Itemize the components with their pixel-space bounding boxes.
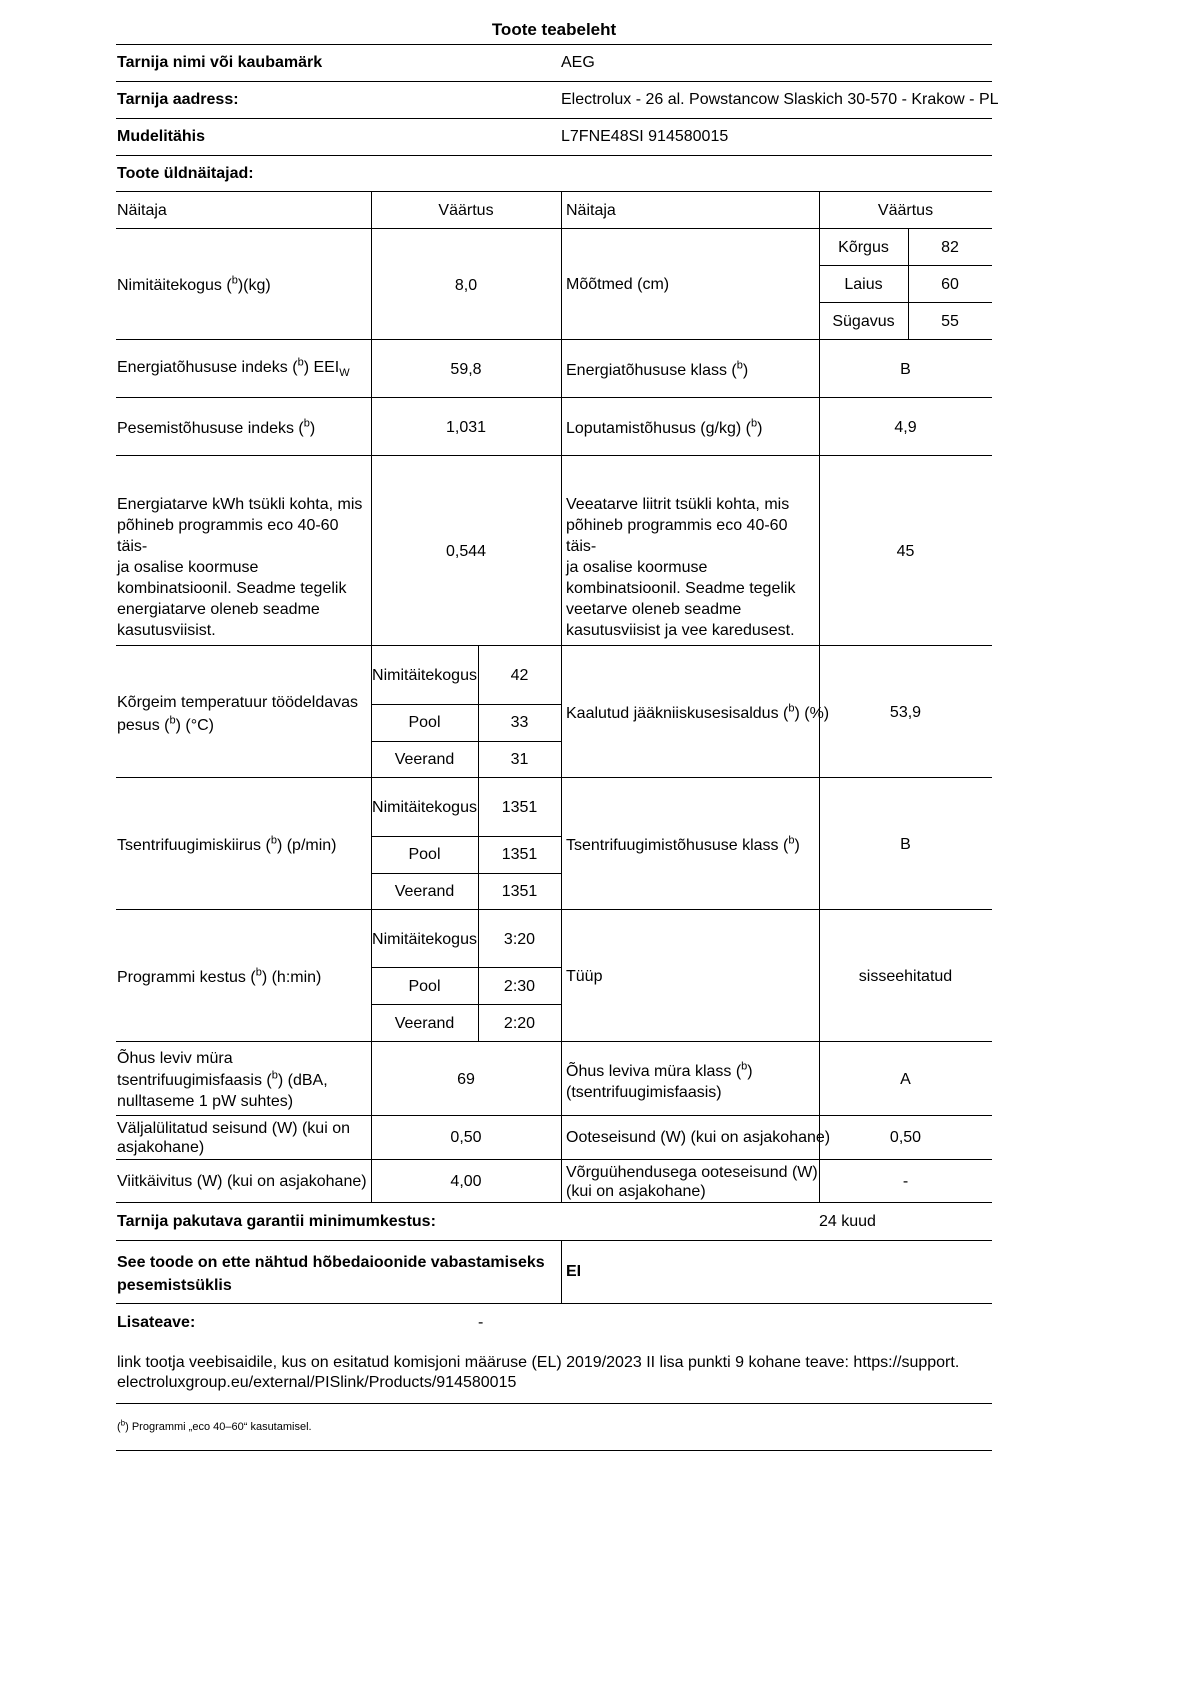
off-mode-label: Väljalülitatud seisund (W) (kui on asjakohane) <box>117 1120 350 1156</box>
type-label: Tüüp <box>566 968 603 985</box>
header-value: Väärtus <box>877 202 934 219</box>
spin-class-label: Tsentrifuugimistõhususe klass ($^b$) <box>566 834 800 854</box>
row-divider <box>116 777 992 778</box>
supplier-value: AEG <box>561 54 595 71</box>
header-param: Näitaja <box>566 202 616 219</box>
divider <box>116 155 992 156</box>
row-divider <box>116 1041 992 1042</box>
duration-value: 2:30 <box>503 978 536 995</box>
row-divider <box>116 645 992 646</box>
temp-value: 42 <box>510 667 529 684</box>
column-divider <box>561 1240 562 1303</box>
address-value: Electrolux - 26 al. Powstancow Slaskich 30-570 - Krakow - PL <box>561 91 999 108</box>
load-name: Veerand <box>394 883 455 900</box>
duration-label: Programmi kestus ($^b$) (h:min) <box>117 966 322 986</box>
general-label: Toote üldnäitajad: <box>117 165 254 182</box>
load-name: Pool <box>408 714 441 731</box>
dimension-value: 82 <box>941 239 959 256</box>
dimension-value: 55 <box>941 313 959 330</box>
model-value: L7FNE48SI 914580015 <box>561 128 729 145</box>
page-title: Toote teabeleht <box>491 20 617 39</box>
subcell-divider <box>371 836 561 837</box>
load-name: Pool <box>408 846 441 863</box>
load-name: Nimitäitekogus <box>372 931 477 948</box>
delay-start-value: 4,00 <box>450 1173 482 1190</box>
subcell-divider <box>371 967 561 968</box>
divider <box>116 1240 992 1241</box>
silver-value: EI <box>566 1263 582 1280</box>
guarantee-label: Tarnija pakutava garantii minimumkestus: <box>117 1213 436 1230</box>
spin-speed-label: Tsentrifuugimiskiirus ($^b$) (p/min) <box>117 834 337 854</box>
noise-value: 69 <box>457 1071 475 1088</box>
model-label: Mudelitähis <box>117 128 206 145</box>
subcell-divider <box>371 704 561 705</box>
divider <box>116 44 992 45</box>
duration-value: 2:20 <box>503 1015 536 1032</box>
load-name: Veerand <box>394 751 455 768</box>
energy-class-value: B <box>900 361 911 378</box>
divider <box>116 118 992 119</box>
subcell-divider <box>371 873 561 874</box>
standby-value: 0,50 <box>889 1129 922 1146</box>
row-divider <box>116 1115 992 1116</box>
spin-value: 1351 <box>501 799 538 816</box>
row-divider <box>116 455 992 456</box>
guarantee-value: 24 kuud <box>819 1213 876 1230</box>
divider <box>116 1303 992 1304</box>
load-name: Nimitäitekogus <box>372 799 477 816</box>
supplier-label: Tarnija nimi või kaubamärk <box>117 54 323 71</box>
eei-value: 59,8 <box>450 361 482 378</box>
type-value: sisseehitatud <box>858 968 953 985</box>
subcell-divider <box>371 741 561 742</box>
header-param: Näitaja <box>117 202 167 219</box>
dimension-name: Laius <box>844 276 883 293</box>
delay-start-label: Viitkäivitus (W) (kui on asjakohane) <box>117 1173 367 1190</box>
dimension-name: Sügavus <box>832 313 895 330</box>
column-divider <box>371 191 372 1202</box>
subcell-divider <box>371 1004 561 1005</box>
dimension-name: Kõrgus <box>838 239 889 256</box>
row-divider <box>116 1159 992 1160</box>
energy-class-label: Energiatõhususe klass ($^b$) <box>566 359 749 379</box>
additional-value: - <box>478 1314 484 1331</box>
dimension-value: 60 <box>941 276 959 293</box>
eei-label: Energiatõhususe indeks ($^b$) $EEI_W$ <box>117 356 350 380</box>
load-name: Veerand <box>394 1015 455 1032</box>
noise-label: Õhus leviv müra tsentrifuugimisfaasis ($^b$) (dBA, nulltaseme 1 pW suhtes) <box>117 1050 328 1110</box>
divider <box>116 81 992 82</box>
divider <box>116 1403 992 1404</box>
duration-value: 3:20 <box>503 931 536 948</box>
water-consumption-value: 45 <box>896 543 915 560</box>
spin-value: 1351 <box>501 883 538 900</box>
column-divider <box>561 191 562 1202</box>
moisture-value: 53,9 <box>889 704 922 721</box>
rinsing-label: Loputamistõhusus (g/kg) ($^b$) <box>566 417 763 437</box>
spin-class-value: B <box>900 836 911 853</box>
row-divider <box>116 339 992 340</box>
noise-class-value: A <box>900 1071 911 1088</box>
divider <box>116 191 992 192</box>
manufacturer-link-text: link tootja veebisaidile, kus on esitatud komisjoni määruse (EL) 2019/2023 II lisa punkti 9 kohane teave: https://support. electroluxgroup.eu/external/PISlink/Products/914580015 <box>117 1354 960 1391</box>
water-consumption-label: Veeatarve liitrit tsükli kohta, mis põhineb programmis eco 40-60 täis- ja osalise koormuse kombinatsioonil. Seadme tegelik veetarve oleneb seadme kasutusviisist ja vee karedusest. <box>566 496 796 639</box>
washing-index-value: 1,031 <box>445 419 487 436</box>
load-name: Pool <box>408 978 441 995</box>
rinsing-value: 4,9 <box>894 419 917 436</box>
column-divider <box>819 191 820 1202</box>
networked-standby-value: - <box>902 1173 909 1190</box>
temp-value: 31 <box>510 751 529 768</box>
off-mode-value: 0,50 <box>450 1129 482 1146</box>
washing-index-label: Pesemistõhususe indeks ($^b$) <box>117 417 316 437</box>
energy-consumption-label: Energiatarve kWh tsükli kohta, mis põhineb programmis eco 40-60 täis- ja osalise koormuse kombinatsioonil. Seadme tegelik energiatarve oleneb seadme kasutusviisist. <box>117 496 363 639</box>
address-label: Tarnija aadress: <box>117 91 239 108</box>
energy-consumption-value: 0,544 <box>445 543 487 560</box>
header-value: Väärtus <box>438 202 494 219</box>
spin-value: 1351 <box>501 846 538 863</box>
footnote: ($^b$) Programmi „eco 40–60“ kasutamisel. <box>117 1418 312 1433</box>
row-divider <box>116 397 992 398</box>
capacity-value: 8,0 <box>454 277 478 294</box>
additional-label: Lisateave: <box>117 1314 196 1331</box>
divider <box>116 1450 992 1451</box>
subcell-divider <box>819 302 992 303</box>
moisture-label: Kaalutud jääkniiskusesisaldus ($^b$) (%) <box>566 702 830 722</box>
max-temp-label: Kõrgeim temperatuur töödeldavas pesus ($^b$) (°C) <box>117 694 359 734</box>
standby-label: Ooteseisund (W) (kui on asjakohane) <box>566 1129 831 1146</box>
row-divider <box>116 909 992 910</box>
noise-class-label: Õhus leviva müra klass ($^b$) (tsentrifuugimisfaasis) <box>566 1060 753 1101</box>
row-divider <box>116 228 992 229</box>
load-name: Nimitäitekogus <box>372 667 477 684</box>
row-divider <box>116 1202 992 1203</box>
networked-standby-label: Võrguühendusega ooteseisund (W) (kui on asjakohane) <box>566 1164 818 1200</box>
subcell-divider <box>819 265 992 266</box>
dimensions-label: Mõõtmed (cm) <box>566 276 670 293</box>
capacity-label: Nimitäitekogus ($^b$)(kg) <box>117 274 271 294</box>
silver-label: See toode on ette nähtud hõbedaioonide vabastamiseks pesemistsüklis <box>117 1254 545 1294</box>
temp-value: 33 <box>510 714 529 731</box>
